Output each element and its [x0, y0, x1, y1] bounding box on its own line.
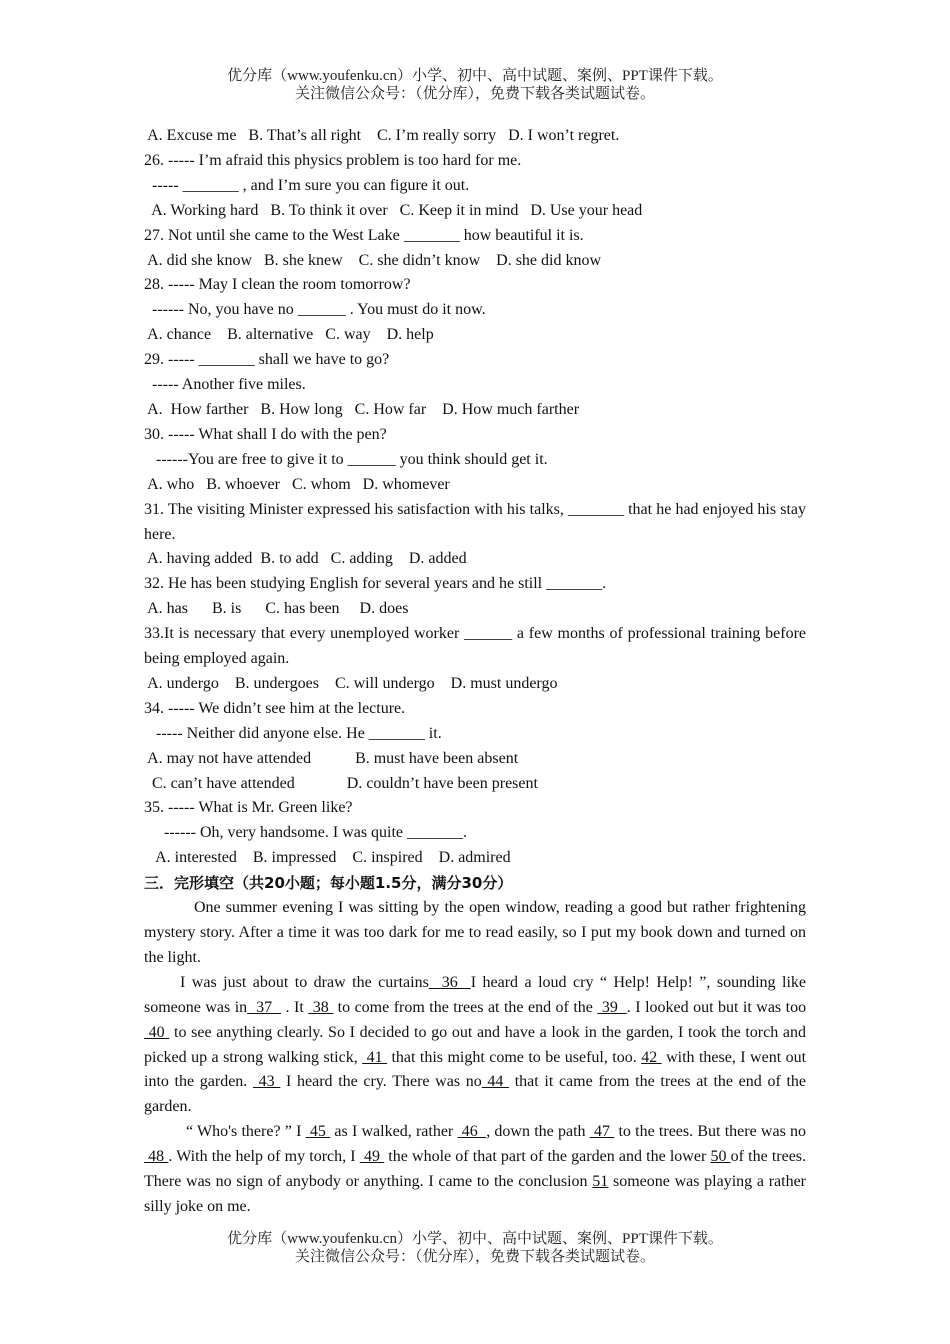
text-segment: to see anything clearly. So I decided to go out and have a look in the garden, I took the torch and picked up a strong walking stick, [144, 1023, 807, 1066]
text-line: ----- Another five miles. [144, 376, 306, 394]
text-segment: of the trees. There was no sign of anybody or anything. I came to the conclusion [144, 1148, 807, 1191]
passage-paragraph-1: One summer evening I was sitting by the open window, reading a good but rather frightening mystery story. After a time it was too dark for me to read easily, so I put my book down and turned on the light. [144, 899, 806, 966]
text-segment: I was just about to draw the curtains [180, 973, 429, 991]
header-line-1: 优分库（www.youfenku.cn）小学、初中、高中试题、案例、PPT课件下载。 [227, 68, 723, 84]
options-line: A. undergo B. undergoes C. will undergo D. must undergo [144, 674, 558, 692]
text-segment: to the trees. But there was no [614, 1123, 807, 1141]
options-line: C. can’t have attended D. couldn’t have been present [144, 774, 538, 792]
text-line: A. Excuse me B. That’s all right C. I’m really sorry D. I won’t regret. [144, 127, 620, 144]
blank-47: 47 [589, 1123, 615, 1141]
page-header [0, 67, 950, 103]
blank-50: 50 [710, 1148, 731, 1166]
options-line: A. How farther B. How long C. How far D. How much farther [144, 400, 580, 418]
text-segment: . It [281, 998, 309, 1016]
question-28: 28. ----- May I clean the room tomorrow? [144, 276, 411, 294]
blank-49: 49 [359, 1148, 385, 1166]
question-30: 30. ----- What shall I do with the pen? [144, 425, 387, 443]
text-segment: as I walked, rather [330, 1123, 458, 1141]
blank: _______ [407, 824, 464, 842]
blank-48: 48 [144, 1148, 169, 1166]
blank-51: 51 [592, 1173, 609, 1191]
text-line: ----- _______ , and I’m sure you can figure it out. [144, 176, 470, 194]
options-line: A. Working hard B. To think it over C. Keep it in mind D. Use your head [144, 201, 643, 219]
text-line: ------ No, you have no ______ . You must do it now. [144, 301, 486, 319]
question-29: 29. ----- _______ shall we have to go? [144, 351, 390, 369]
blank-36: 36 [428, 973, 471, 991]
blank-39: 39 [597, 998, 627, 1016]
text-segment: . With the help of my torch, I [168, 1148, 360, 1166]
blank-40: 40 [144, 1023, 170, 1041]
text-segment: , down the path [486, 1123, 590, 1141]
text-line [144, 821, 806, 846]
question-27: 27. Not until she came to the West Lake _______ how beautiful it is. [144, 226, 584, 244]
text-segment: someone was playing a rather silly joke on me. [144, 1173, 807, 1215]
text-segment: that this might come to be useful, too. [387, 1048, 642, 1066]
header-line-2: 关注微信公众号：（优分库），免费下载各类试题试卷。 [294, 86, 655, 102]
page-footer [0, 1230, 950, 1266]
options-line: A. having added B. to add C. adding D. added [144, 550, 467, 568]
blank-44: 44 [481, 1073, 510, 1091]
options-line: A. chance B. alternative C. way D. help [144, 326, 434, 344]
section-title: 三．完形填空（共20小题；每小题1.5分，满分30分） [144, 874, 513, 893]
question-35: 35. ----- What is Mr. Green like? [144, 799, 353, 817]
text-line: ------You are free to give it to ______ you think should get it. [144, 450, 548, 468]
text-segment: to come from the trees at the end of the [333, 998, 598, 1016]
text-line: ----- Neither did anyone else. He _______ it. [144, 724, 442, 742]
text-segment: ------ Oh, very handsome. I was quite [144, 824, 408, 842]
text-segment: . [463, 824, 468, 842]
question-31: 31. The visiting Minister expressed his satisfaction with his talks, _______ that he had enjoyed his stay here. [144, 500, 806, 543]
options-line: A. may not have attended B. must have been absent [144, 749, 519, 767]
text-segment: that it came from the trees at the end of the garden. [144, 1073, 806, 1116]
blank-42: 42 [641, 1048, 662, 1066]
blank-43: 43 [252, 1073, 281, 1091]
footer-line-1: 优分库（www.youfenku.cn）小学、初中、高中试题、案例、PPT课件下载。 [227, 1231, 723, 1247]
options-line: A. has B. is C. has been D. does [144, 600, 409, 618]
blank-46: 46 [457, 1123, 487, 1141]
text-segment: with these, I went out into the garden. [144, 1048, 807, 1091]
blank-38: 38 [308, 998, 334, 1016]
options-line: A. did she know B. she knew C. she didn’t know D. she did know [144, 251, 602, 269]
text-segment: . I looked out but it was too [626, 998, 807, 1016]
passage-paragraph-2 [144, 971, 806, 1120]
question-33: 33.It is necessary that every unemployed worker ______ a few months of professional training before being employed again. [144, 625, 806, 668]
question-26: 26. ----- I’m afraid this physics problem is too hard for me. [144, 151, 522, 169]
blank-41: 41 [362, 1048, 388, 1066]
question-32: 32. He has been studying English for several years and he still _______. [144, 575, 607, 593]
text-segment: I heard a loud cry “ Help! Help! ”, sounding like someone was in [144, 973, 807, 1016]
text-segment: I heard the cry. There was no [280, 1073, 482, 1091]
text-segment: the whole of that part of the garden and the lower [384, 1148, 711, 1166]
blank-37: 37 [247, 998, 282, 1016]
blank-45: 45 [305, 1123, 331, 1141]
passage-paragraph-3 [144, 1120, 806, 1220]
options-line: A. interested B. impressed C. inspired D. admired [144, 849, 511, 867]
options-line: A. who B. whoever C. whom D. whomever [144, 475, 450, 493]
footer-line-2: 关注微信公众号：（优分库），免费下载各类试题试卷。 [294, 1249, 655, 1265]
question-34: 34. ----- We didn’t see him at the lecture. [144, 699, 406, 717]
document-body [144, 124, 806, 1220]
text-segment: “ Who's there? ” I [186, 1123, 306, 1141]
